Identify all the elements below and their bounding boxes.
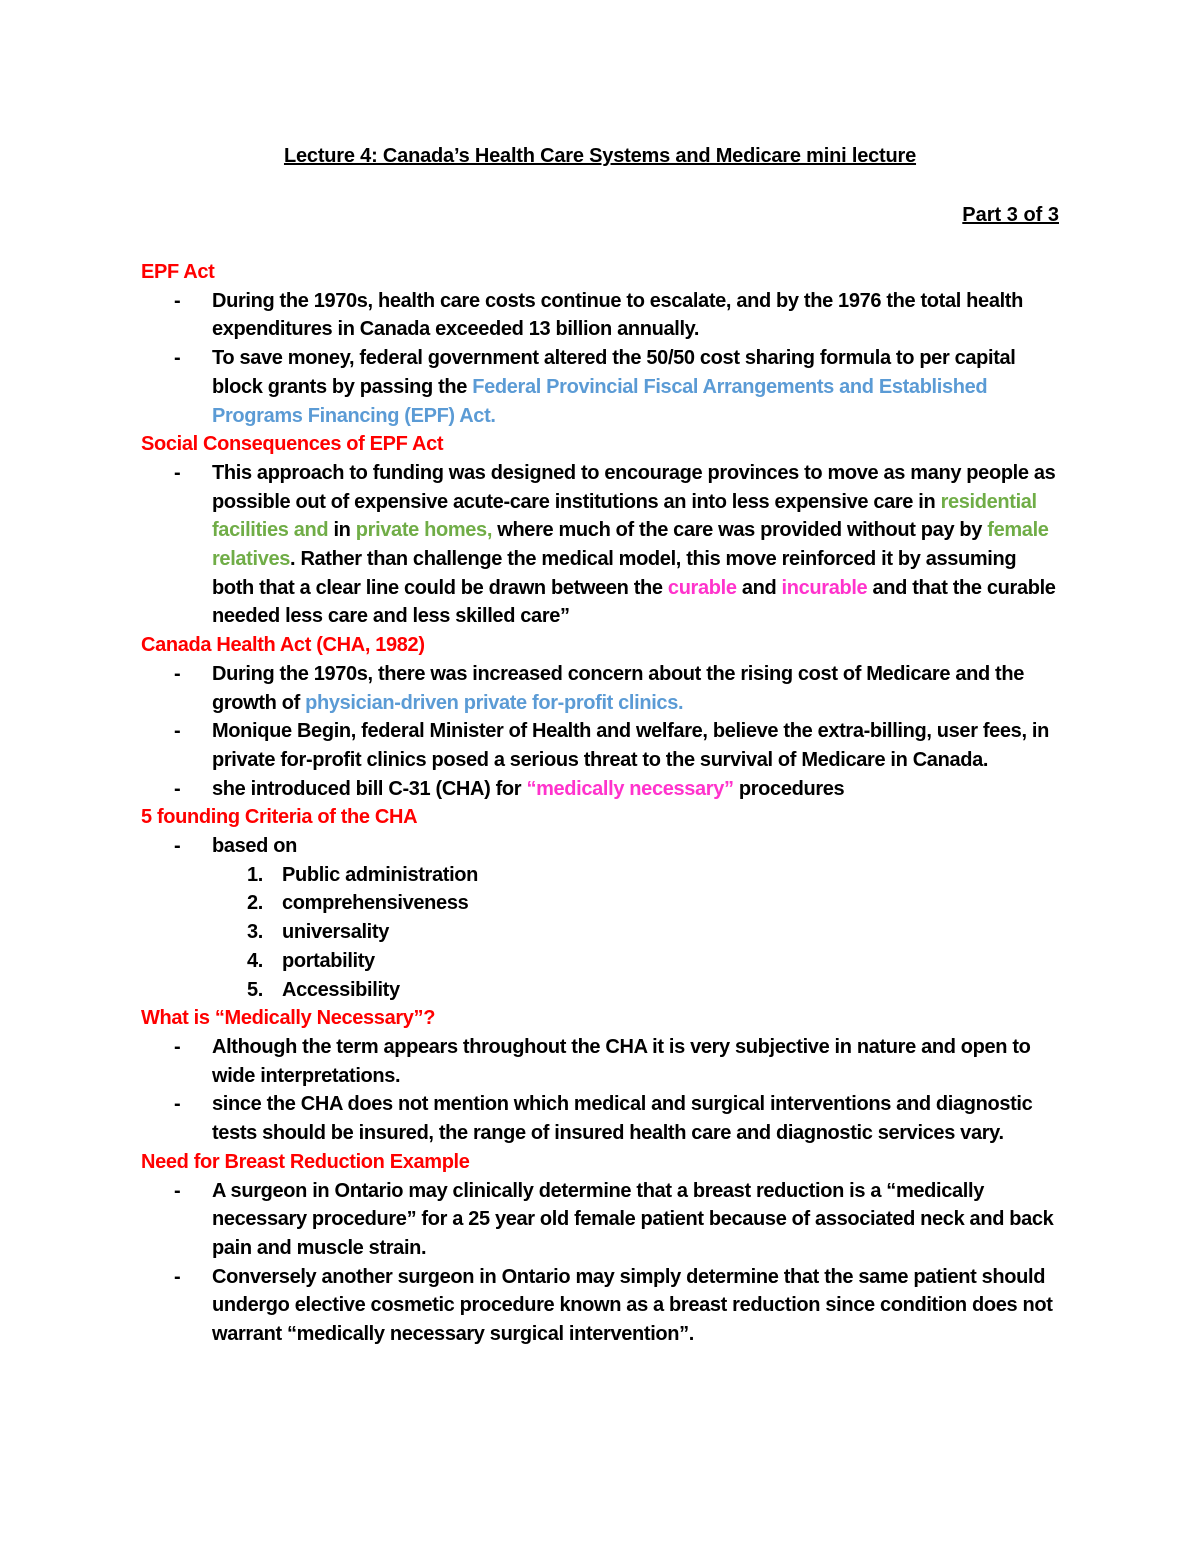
bullet-item [141, 344, 1061, 430]
bullet-text: Conversely another surgeon in Ontario may simply determine that the same patient should undergo elective cosmetic procedure known as a breast reduction since condition does not warrant “medically necessary surgical intervention”. [212, 1265, 1053, 1346]
bullet-item [141, 717, 1061, 774]
bullet-text: in [328, 519, 356, 542]
bullet-text: During the 1970s, there was increased concern about the rising cost of Medicare and the growth of [212, 662, 1025, 714]
highlight-female-relatives: female relatives [212, 519, 1049, 571]
bullet-dash: - [174, 1179, 181, 1202]
bullet-dash: - [174, 461, 181, 484]
section-heading-canada-health-act: Canada Health Act (CHA, 1982) [141, 634, 425, 657]
bullet-text: . Rather than challenge the medical model, this move reinforced it by assuming both that a clear line could be drawn between the [212, 548, 1017, 599]
item-label: portability [282, 949, 375, 972]
bullet-item [141, 287, 1061, 344]
highlight-private-clinics: physician-driven private for-profit clinics. [305, 691, 684, 714]
bullet-text: based on [212, 835, 297, 858]
bullet-dash: - [174, 1035, 181, 1058]
bullet-text: and [736, 576, 782, 599]
item-number: 1. [247, 863, 263, 886]
bullet-text: where much of the care was provided without pay by [492, 519, 988, 542]
item-label: Accessibility [282, 978, 400, 1001]
item-number: 5. [247, 978, 263, 1001]
bullet-item [141, 459, 1061, 631]
highlight-incurable: incurable [781, 576, 868, 599]
item-number: 3. [247, 921, 263, 944]
bullet-dash: - [174, 662, 181, 685]
highlight-private-homes: private homes, [355, 519, 493, 542]
section-heading-founding-criteria: 5 founding Criteria of the CHA [141, 806, 418, 829]
bullet-text: procedures [733, 777, 845, 800]
bullet-item [141, 660, 1061, 717]
bullet-dash: - [174, 1093, 181, 1116]
bullet-text: she introduced bill C-31 (CHA) for [212, 777, 527, 800]
item-number: 4. [247, 949, 263, 972]
bullet-dash: - [174, 835, 181, 858]
bullet-dash: - [174, 1265, 181, 1288]
bullet-item [141, 832, 1061, 861]
highlight-curable: curable [667, 576, 737, 599]
highlight-epf-act-name: Federal Provincial Fiscal Arrangements and Established Programs Financing (EPF) Act. [212, 375, 988, 427]
bullet-item [141, 775, 1061, 804]
bullet-text: since the CHA does not mention which medical and surgical interventions and diagnostic tests should be insured, the range of insured health care and diagnostic services vary. [212, 1093, 1033, 1145]
bullet-dash: - [174, 347, 181, 370]
section-heading-epf-act: EPF Act [141, 261, 215, 283]
bullet-item [141, 1090, 1061, 1147]
bullet-dash: - [174, 289, 181, 312]
highlight-medically-necessary: “medically necessary” [526, 777, 734, 800]
numbered-item [141, 918, 1061, 947]
bullet-text: Monique Begin, federal Minister of Health and welfare, believe the extra-billing, user fees, in private for-profit clinics posed a serious threat to the survival of Medicare in Canada. [212, 720, 1049, 771]
numbered-item [141, 976, 1061, 1005]
bullet-item [141, 1263, 1061, 1349]
bullet-text: Although the term appears throughout the CHA it is very subjective in nature and open to wide interpretations. [212, 1035, 1031, 1087]
section-heading-breast-reduction: Need for Breast Reduction Example [141, 1150, 470, 1173]
document-body [141, 258, 1061, 1349]
item-number: 2. [247, 892, 263, 915]
item-label: Public administration [282, 863, 479, 886]
numbered-item [141, 889, 1061, 918]
numbered-item [141, 861, 1061, 890]
bullet-item [141, 1033, 1061, 1090]
section-heading-medically-necessary: What is “Medically Necessary”? [141, 1007, 436, 1030]
item-label: comprehensiveness [282, 892, 469, 915]
bullet-text: During the 1970s, health care costs continue to escalate, and by the 1976 the total health expenditures in Canada exceeded 13 billion annually. [212, 289, 1023, 341]
highlight-residential-facilities: residential facilities and [212, 490, 1037, 542]
bullet-item [141, 1177, 1061, 1263]
bullet-text: To save money, federal government altered the 50/50 cost sharing formula to per capital block grants by passing the [212, 347, 1016, 398]
bullet-dash: - [174, 777, 181, 800]
bullet-text: A surgeon in Ontario may clinically determine that a breast reduction is a “medically necessary procedure” for a 25 year old female patient because of associated neck and back pain and muscle strain. [212, 1179, 1054, 1259]
section-heading-social-consequences: Social Consequences of EPF Act [141, 433, 444, 456]
bullet-text: This approach to funding was designed to encourage provinces to move as many people as possible out of expensive acute-care institutions an into less expensive care in [212, 461, 1056, 513]
part-indicator: Part 3 of 3 [962, 204, 1059, 226]
numbered-item [141, 947, 1061, 976]
page-title: Lecture 4: Canada’s Health Care Systems and Medicare mini lecture [283, 145, 917, 167]
bullet-dash: - [174, 720, 181, 743]
bullet-text: and that the curable needed less care and less skilled care” [212, 576, 1056, 628]
item-label: universality [282, 921, 389, 944]
